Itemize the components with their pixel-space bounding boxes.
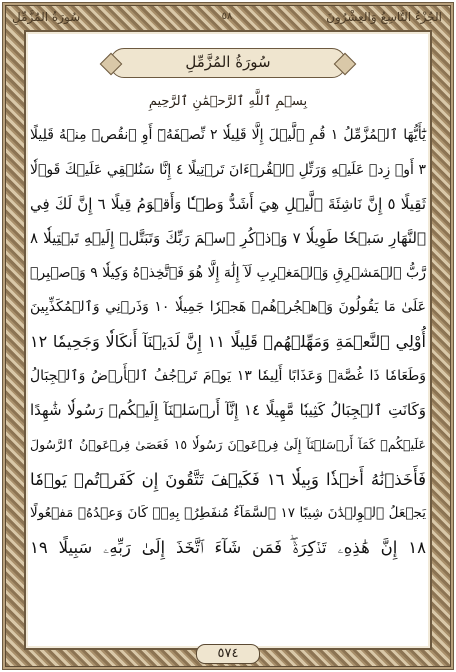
verse-line-text: عَلَيۡكُمۡ كَمَآ أَرۡسَلۡنَآ إِلَىٰ فِرۡعَوۡنَ رَسُولٗا ١٥ فَعَصَىٰ فِرۡعَوۡنُ ٱلرَّسُولَ bbox=[30, 437, 426, 453]
verse-line bbox=[30, 531, 426, 565]
verse-line-text: ١٨ إِنَّ هَٰذِهِۦ تَذۡكِرَةٞۖ فَمَن شَآءَ ٱتَّخَذَ إِلَىٰ رَبِّهِۦ سَبِيلًا ١٩ bbox=[30, 537, 426, 557]
verse-line bbox=[30, 462, 426, 496]
verse-line-text: فَأَخَذۡنَٰهُ أَخۡذٗا وَبِيلٗا ١٦ فَكَيۡفَ تَتَّقُونَ إِن كَفَرۡتُمۡ يَوۡمٗا bbox=[30, 469, 426, 489]
header-juz-label: الجُزْءُ التَّاسِعُ وَالعِشْرُونَ bbox=[326, 10, 442, 24]
verse-line-text: وَطَعَامٗا ذَا غُصَّةٖ وَعَذَابًا أَلِيمٗا ١٣ يَوۡمَ تَرۡجُفُ ٱلۡأَرۡضُ وَٱلۡجِبَالُ bbox=[30, 367, 426, 384]
surah-title-banner bbox=[110, 48, 346, 78]
verse-line-text: ٱلنَّهَارِ سَبۡحٗا طَوِيلٗا ٧ وَٱذۡكُرِ ٱسۡمَ رَبِّكَ وَتَبَتَّلۡ إِلَيۡهِ تَبۡتِيلٗا ٨ bbox=[30, 229, 426, 248]
verse-line-text: يَجۡعَلُ ٱلۡوِلۡدَٰنَ شِيبًا ١٧ ٱلسَّمَآءُ مُنفَطِرُۢ بِهِۦۚ كَانَ وَعۡدُهُۥ مَفۡعُولًا bbox=[30, 505, 426, 522]
verse-line-text: وَكَانَتِ ٱلۡجِبَالُ كَثِيبٗا مَّهِيلًا ١٤ إِنَّآ أَرۡسَلۡنَآ إِلَيۡكُمۡ رَسُولٗا شَٰهِدًا bbox=[30, 401, 426, 420]
basmala: بِسۡمِ ٱللَّهِ ٱلرَّحۡمَٰنِ ٱلرَّحِيمِ bbox=[148, 94, 308, 109]
verse-line-text: يَٰٓأَيُّهَا ٱلۡمُزَّمِّلُ ١ قُمِ ٱلَّيۡلَ إِلَّا قَلِيلٗا ٢ نِّصۡفَهُۥٓ أَوِ ٱنقُصۡ مِنۡهُ قَلِيلًا bbox=[30, 127, 426, 144]
verse-line bbox=[30, 428, 426, 462]
header-surah-name: سُورَةُ المُزَّمِّلِ bbox=[12, 10, 81, 24]
verse-line bbox=[30, 187, 426, 221]
verse-line bbox=[30, 118, 426, 152]
header-hizb-marker: ٥٨ bbox=[221, 11, 233, 22]
verse-line bbox=[30, 393, 426, 427]
verse-line-text: رَّبُّ ٱلۡمَشۡرِقِ وَٱلۡمَغۡرِبِ لَآ إِلَٰهَ إِلَّا هُوَ فَٱتَّخِذۡهُ وَكِيلٗا ٩ وَٱصۡبِرۡ bbox=[30, 264, 426, 281]
verse-line bbox=[30, 290, 426, 324]
verse-line bbox=[30, 324, 426, 358]
verse-line-text: عَلَىٰ مَا يَقُولُونَ وَٱهۡجُرۡهُمۡ هَجۡرٗا جَمِيلٗا ١٠ وَذَرۡنِي وَٱلۡمُكَذِّبِينَ bbox=[30, 299, 426, 316]
verse-line-text: ٣ أَوۡ زِدۡ عَلَيۡهِ وَرَتِّلِ ٱلۡقُرۡءَانَ تَرۡتِيلًا ٤ إِنَّا سَنُلۡقِي عَلَيۡكَ قَوۡلٗا bbox=[30, 161, 426, 178]
verse-lines bbox=[30, 118, 426, 565]
verse-line-text: ثَقِيلًا ٥ إِنَّ نَاشِئَةَ ٱلَّيۡلِ هِيَ أَشَدُّ وَطۡـٔٗا وَأَقۡوَمُ قِيلًا ٦ إِنَّ لَكَ فِي bbox=[30, 194, 427, 213]
verse-line-text: أُوْلِي ٱلنَّعۡمَةِ وَمَهِّلۡهُمۡ قَلِيلًا ١١ إِنَّ لَدَيۡنَآ أَنكَالٗا وَجَحِيمٗا ١٢ bbox=[30, 332, 426, 352]
verse-line bbox=[30, 221, 426, 255]
verse-line bbox=[30, 359, 426, 393]
surah-title: سُورَةُ المُزَّمِّلِ bbox=[185, 53, 271, 71]
verse-line bbox=[30, 152, 426, 186]
verse-line bbox=[30, 496, 426, 530]
page-number: ٥٧٤ bbox=[196, 644, 260, 664]
verse-line bbox=[30, 256, 426, 290]
